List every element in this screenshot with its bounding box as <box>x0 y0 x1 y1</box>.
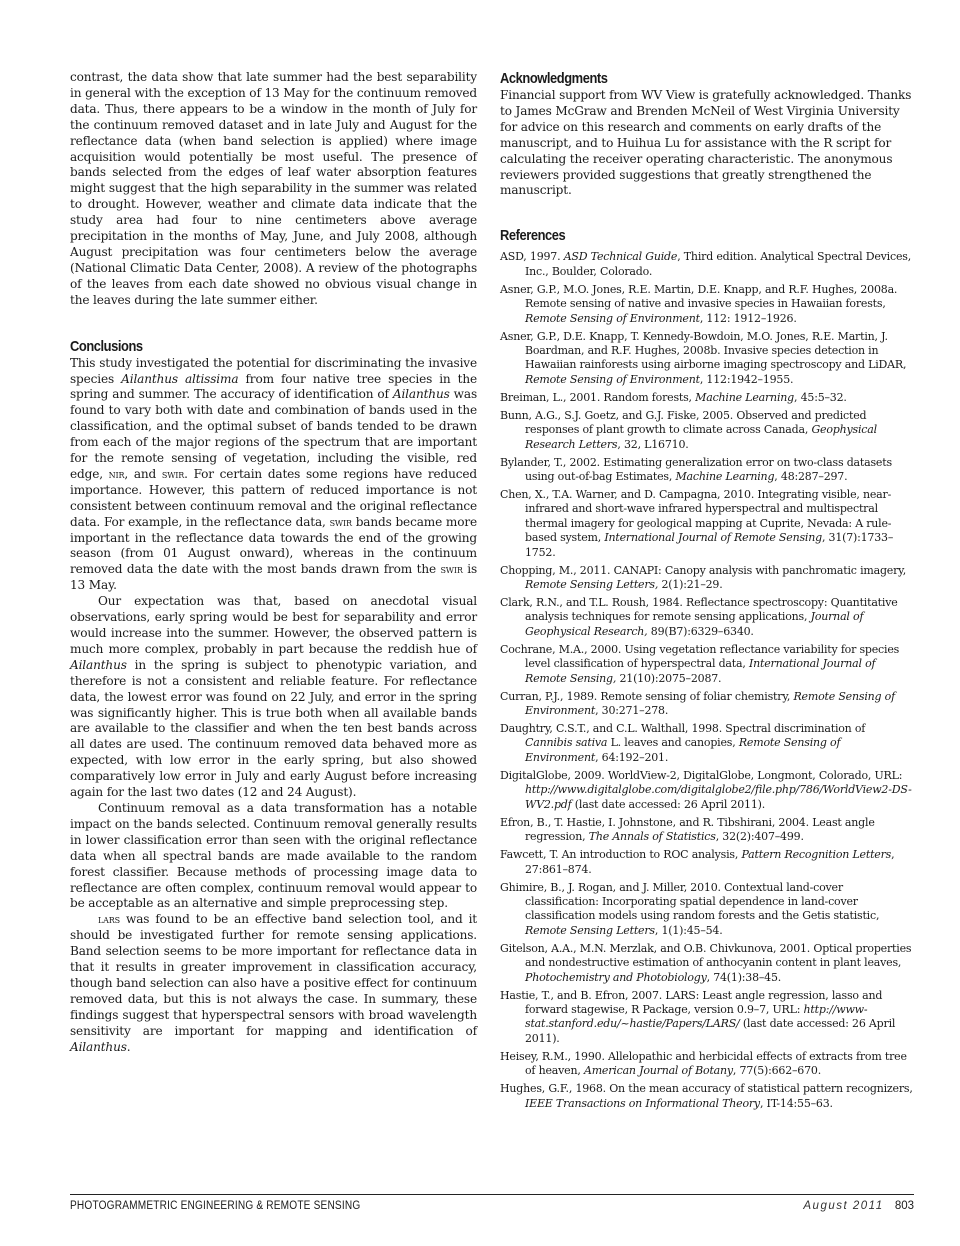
conclusions-paragraph-3: Continuum removal as a data transformation has a notable impact on the bands selected. Continuum removal generally results in lower classification error than seen with the original reflectance data when all spectral bands are made available to the random forest classifier. Because methods of processing image data to reflectance are often complex, continuum removal would appear to be acceptable as an alternative and simple preprocessing step. <box>70 800 477 911</box>
footer-journal-name: PHOTOGRAMMETRIC ENGINEERING & REMOTE SENSING <box>70 1200 361 1212</box>
reference-item: DigitalGlobe, 2009. WorldView-2, DigitalGlobe, Longmont, Colorado, URL: http://www.digitalglobe.com/digitalglobe2/file.php/786/WorldView2-DS-WV2.pdf (last date accessed: 26 April 2011). <box>500 768 912 811</box>
reference-item: Ghimire, B., J. Rogan, and J. Miller, 2010. Contextual land-cover classification: Incorporating spatial dependence in land-cover classification models using random forests and the Getis statistic, Remote Sensing Letters, 1(1):45–54. <box>500 880 880 937</box>
references-heading: References <box>500 227 566 245</box>
reference-item: Heisey, R.M., 1990. Allelopathic and herbicidal effects of extracts from tree of heaven, American Journal of Botany, 77(5):662–670. <box>500 1049 907 1078</box>
footer-page-info <box>803 1200 914 1212</box>
reference-list <box>500 250 914 1111</box>
reference-item: Clark, R.N., and T.L. Roush, 1984. Reflectance spectroscopy: Quantitative analysis techniques for remote sensing applications, Journal of Geophysical Research, 89(B7):6329–6340. <box>500 596 898 638</box>
reference-item: Fawcett, T. An introduction to ROC analysis, Pattern Recognition Letters, 27:861–874. <box>500 848 895 876</box>
reference-item: Hastie, T., and B. Efron, 2007. LARS: Least angle regression, lasso and forward stagewise, R Package, version 0.9–7, URL: http://www-stat.stanford.edu/~hastie/Papers/LARS/ (last date accessed: 26 April 2011). <box>500 988 896 1045</box>
intro-paragraph: contrast, the data show that late summer had the best separability in general with the exception of 13 May for the continuum removed data. Thus, there appears to be a window in the month of July for the continuum removed dataset and in late July and August for the reflectance data (when band selection is applied) where image acquisition would potentially be most useful. The presence of bands selected from the edges of leaf water absorption features might suggest that the high separability in the summer was related to drought. However, weather and climate data indicate that the study area had four to nine centimeters above average precipitation in the months of May, June, and July 2008, although August precipitation was four centimeters below the average (National Climatic Data Center, 2008). A review of the photographs of the leaves from each date showed no obvious visual change in the leaves during the late summer either. <box>70 70 477 307</box>
footer-divider <box>70 1194 914 1195</box>
reference-item: ASD, 1997. ASD Technical Guide, Third edition. Analytical Spectral Devices, Inc., Boulder, Colorado. <box>500 250 912 278</box>
reference-item: Chopping, M., 2011. CANAPI: Canopy analysis with panchromatic imagery, Remote Sensing Letters, 2(1):21–29. <box>500 563 907 592</box>
reference-item: Hughes, G.F., 1968. On the mean accuracy of statistical pattern recognizers, IEEE Transactions on Informational Theory, IT-14:55–63. <box>500 1082 913 1110</box>
reference-item: Efron, B., T. Hastie, I. Johnstone, and R. Tibshirani, 2004. Least angle regression, The Annals of Statistics, 32(2):407–499. <box>500 815 875 844</box>
reference-item: Asner, G.P., D.E. Knapp, T. Kennedy-Bowdoin, M.O. Jones, R.E. Martin, J. Boardman, and R.F. Hughes, 2008b. Invasive species detection in Hawaiian rainforests using airborne imaging spectroscopy and LiDAR, Remote Sensing of Environment, 112:1942–1955. <box>500 329 907 386</box>
reference-item: Bylander, T., 2002. Estimating generalization error on two-class datasets using out-of-bag Estimates, Machine Learning, 48:287–297. <box>500 455 892 483</box>
acknowledgments-heading: Acknowledgments <box>500 70 608 87</box>
reference-item: Daughtry, C.S.T., and C.L. Walthall, 1998. Spectral discrimination of Cannibis sativa L. leaves and canopies, Remote Sensing of Environment, 64:192–201. <box>500 722 866 764</box>
reference-item: Breiman, L., 2001. Random forests, Machine Learning, 45:5–32. <box>500 390 847 404</box>
reference-item: Cochrane, M.A., 2000. Using vegetation reflectance variability for species level classification of hyperspectral data, International Journal of Remote Sensing, 21(10):2075–2087. <box>500 642 900 685</box>
reference-item: Bunn, A.G., S.J. Goetz, and G.J. Fiske, 2005. Observed and predicted responses of plant growth to climate across Canada, Geophysical Research Letters, 32, L16710. <box>500 408 877 451</box>
reference-item: Chen, X., T.A. Warner, and D. Campagna, 2010. Integrating visible, near-infrared and short-wave infrared hyperspectral and multispectral thermal imagery for geological mapping at Cuprite, Nevada: A rule-based system, International Journal of Remote Sensing, 31(7):1733–1752. <box>500 488 894 559</box>
conclusions-heading: Conclusions <box>70 337 143 355</box>
right-column <box>500 70 914 1115</box>
page-number: 803 <box>894 1200 914 1212</box>
conclusions-paragraph-2: Our expectation was that, based on anecdotal visual observations, early spring would be best for separability and error would increase into the summer. However, the observed pattern is much more complex, probably in part because the reddish hue of Ailanthus in the spring is subject to phenotypic variation, and therefore is not a consistent and reliable feature. For reflectance data, the lowest error was found on 22 July, and error in the spring was significantly higher. This is true both when all available bands are available to the classifier and when the ten best bands across all dates are used. The continuum removed data behaved more as expected, with low error in the early spring, but also showed comparatively low error in July and early August before increasing again for the last two dates (12 and 24 August). <box>70 594 477 800</box>
conclusions-paragraph-4: lars was found to be an effective band selection tool, and it should be investigated further for remote sensing applications. Band selection seems to be more important for reflectance data in that it results in greater improvement in classification accuracy, though band selection can also have a positive effect for continuum removed data, but this is not always the case. In summary, these findings suggest that hyperspectral sensors with broad wavelength sensitivity are important for mapping and identification of Ailanthus. <box>70 912 477 1054</box>
conclusions-paragraph-1: This study investigated the potential for discriminating the invasive species Ailanthus altissima from four native tree species in the spring and summer. The accuracy of identification of Ailanthus was found to vary both with date and combination of bands used in the classification, and the optimal subset of bands tended to be drawn from each of the major regions of the spectrum that are important for the remote sensing of vegetation, including the visible, red edge, nir, and swir. For certain dates some regions have reduced importance. However, this pattern of reduced importance is not consistent between continuum removal and the original reflectance data. For example, in the reflectance data, swir bands became more important in the reflectance data towards the end of the growing season (from 01 August onward), whereas in the continuum removed data the date with the most bands drawn from the swir is 13 May. <box>70 355 478 593</box>
reference-item: Asner, G.P., M.O. Jones, R.E. Martin, D.E. Knapp, and R.F. Hughes, 2008a. Remote sensing of native and invasive species in Hawaiian forests, Remote Sensing of Environment, 112: 1912–1926. <box>500 282 898 325</box>
left-column <box>70 70 477 1055</box>
reference-item: Curran, P.J., 1989. Remote sensing of foliar chemistry, Remote Sensing of Environment, 30:271–278. <box>500 689 895 718</box>
reference-item: Gitelson, A.A., M.N. Merzlak, and O.B. Chivkunova, 2001. Optical properties and nondestructive estimation of anthocyanin content in plant leaves, Photochemistry and Photobiology, 74(1):38–45. <box>500 941 912 984</box>
acknowledgments-paragraph: Financial support from WV View is gratefully acknowledged. Thanks to James McGraw and Brenden McNeil of West Virginia University for advice on this research and comments on early drafts of the manuscript, and to Huihua Lu for assistance with the R script for calculating the receiver operating characteristic. The anonymous reviewers provided suggestions that greatly strengthened the manuscript. <box>500 88 912 198</box>
footer-date: August 2011 <box>803 1200 884 1212</box>
